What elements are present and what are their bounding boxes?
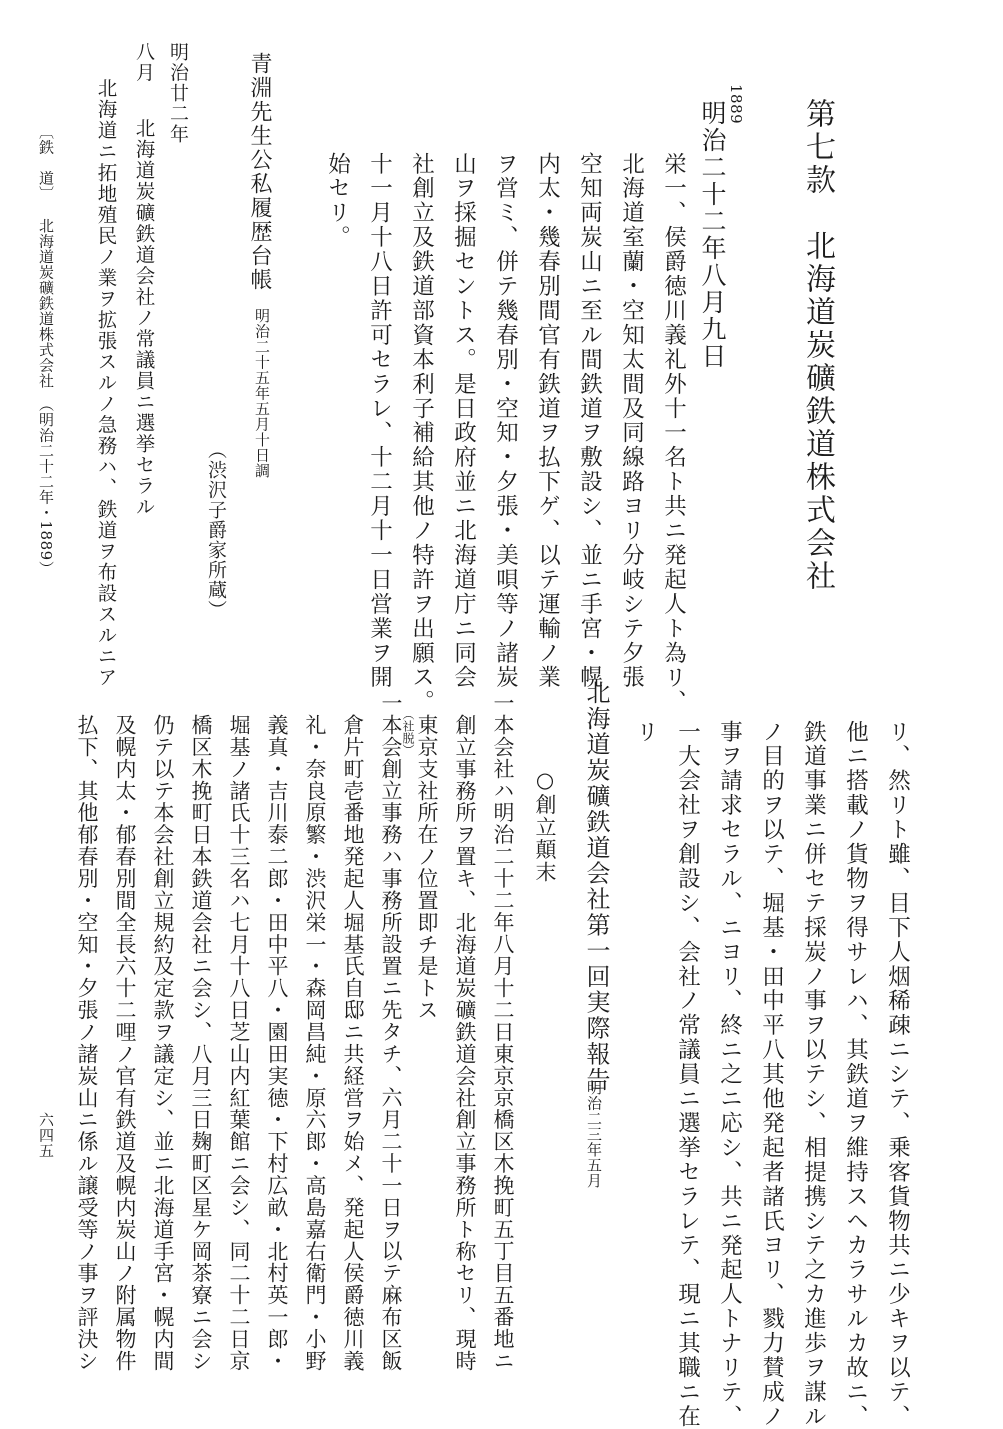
body-line: 社創立及鉄道部資本利子補給其他ノ特許ヲ出願ス。 xyxy=(408,152,435,715)
record-year: 明治廿二年 xyxy=(167,42,189,145)
body-line: 内太・幾春別間官有鉄道ヲ払下ゲ、以テ運輸ノ業 xyxy=(534,152,561,690)
body-line: ヲ営ミ、併テ幾春別・空知・夕張・美唄等ノ諸炭 xyxy=(492,152,519,690)
source-title: 青淵先生公私履歴台帳 xyxy=(247,52,272,292)
page-number: 六四五 xyxy=(37,1112,55,1159)
report-line: 創立事務所ヲ置キ、北海道炭礦鉄道会社創立事務所ト称セリ、現時 xyxy=(453,714,477,1372)
entry-date: 明治二十二年八月九日 xyxy=(698,100,727,370)
record-line: 北海道ニ拓地殖民ノ業ヲ拡張スルノ急務ハ、鉄道ヲ布設スルニア xyxy=(94,78,118,688)
report-line: 倉片町壱番地発起人堀基氏自邸ニ共経営ヲ始メ、発起人侯爵徳川義 xyxy=(341,714,365,1372)
year-note: 1889 xyxy=(727,84,745,125)
body-line: 山ヲ採掘セントス。是日政府並ニ北海道庁ニ同会 xyxy=(450,152,477,690)
continued-line: 他ニ搭載ノ貨物ヲ得サレハ、其鉄道ヲ維持スヘカラサルカ故ニ、 xyxy=(842,720,869,1429)
report-line: 仍テ以テ本会社創立規約及定款ヲ議定シ、並ニ北海道手宮・幌内間 xyxy=(151,714,175,1372)
report-line: 一本会社ハ明治二十二年八月十二日東京京橋区木挽町五丁目五番地ニ xyxy=(491,692,515,1372)
report-line: 義真・吉川泰二郎・田中平八・園田実徳・下村広畝・北村英一郎・ xyxy=(265,714,289,1372)
report-line: 東京支社所在ノ位置即チ是トス xyxy=(415,714,439,1022)
report-line: 及幌内太・郁春別間全長六十二哩ノ官有鉄道及幌内炭山ノ附属物件 xyxy=(113,714,137,1372)
body-line: 始セリ。 xyxy=(324,152,351,250)
report-line: 堀基ノ諸氏十三名ハ七月十八日芝山内紅葉館ニ会シ、同二十二日京 xyxy=(227,714,251,1372)
continued-line: 事ヲ請求セラル、ニヨリ、終ニ之ニ応シ、共ニ発起人トナリテ、 xyxy=(716,720,743,1429)
continued-line: 一大会社ヲ創設シ、会社ノ常議員ニ選挙セラレテ、現ニ其職ニ在 xyxy=(674,720,701,1429)
footer-source: 北海道炭礦鉄道株式会社 （明治二十二年・1889） xyxy=(37,218,55,577)
record-month: 八月 xyxy=(133,42,155,83)
subheading: ○創立顛末 xyxy=(533,768,557,884)
section-heading: 第七款 北海道炭礦鉄道株式会社 xyxy=(800,98,835,593)
report-date: 明治二三年五月 xyxy=(585,1080,603,1189)
body-line: 北海道室蘭・空知太間及同線路ヨリ分岐シテ夕張 xyxy=(618,152,645,690)
source-holder: （渋沢子爵家所蔵） xyxy=(205,440,227,620)
report-line: 橋区木挽町日本鉄道会社ニ会シ、八月三日麹町区星ケ岡茶寮ニ会シ xyxy=(189,714,213,1372)
continued-line: リ、然リト雖、目下人烟稀疎ニシテ、乗客貨物共ニ少キヲ以テ、 xyxy=(884,720,911,1429)
continued-line: 鉄道事業ニ併セテ採炭ノ事ヲ以テシ、相提携シテ之カ進歩ヲ謀ル xyxy=(800,720,827,1429)
continued-line: リ xyxy=(632,720,659,745)
report-line: 礼・奈良原繁・渋沢栄一・森岡昌純・原六郎・高島嘉右衛門・小野 xyxy=(303,714,327,1372)
source-date: 明治二十五年五月十日調 xyxy=(253,308,271,479)
report-line: 払下、其他郁春別・空知・夕張ノ諸炭山ニ係ル譲受等ノ事ヲ評決シ xyxy=(75,714,99,1372)
body-line: 十一月十八日許可セラレ、十二月十一日営業ヲ開 xyxy=(366,152,393,690)
continued-line: ノ目的ヲ以テ、堀基・田中平八其他発起者諸氏ヨリ、戮力賛成ノ xyxy=(758,720,785,1429)
body-line: 空知両炭山ニ至ル間鉄道ヲ敷設シ、並ニ手宮・幌 xyxy=(576,152,603,690)
report-line: 一本会創立事務ハ事務所設置ニ先タチ、六月二十一日ヲ以テ麻布区飯 xyxy=(379,692,403,1372)
footer-category: 〔鉄 道〕 xyxy=(37,124,55,202)
inline-note: （社脱） xyxy=(401,708,415,756)
record-line: 北海道炭礦鉄道会社ノ常議員ニ選挙セラル xyxy=(132,118,156,518)
body-line: 栄一、侯爵徳川義礼外十一名ト共ニ発起人ト為リ、 xyxy=(660,152,687,715)
report-title: 北海道炭礦鉄道会社第一回実際報告 xyxy=(582,680,610,1093)
